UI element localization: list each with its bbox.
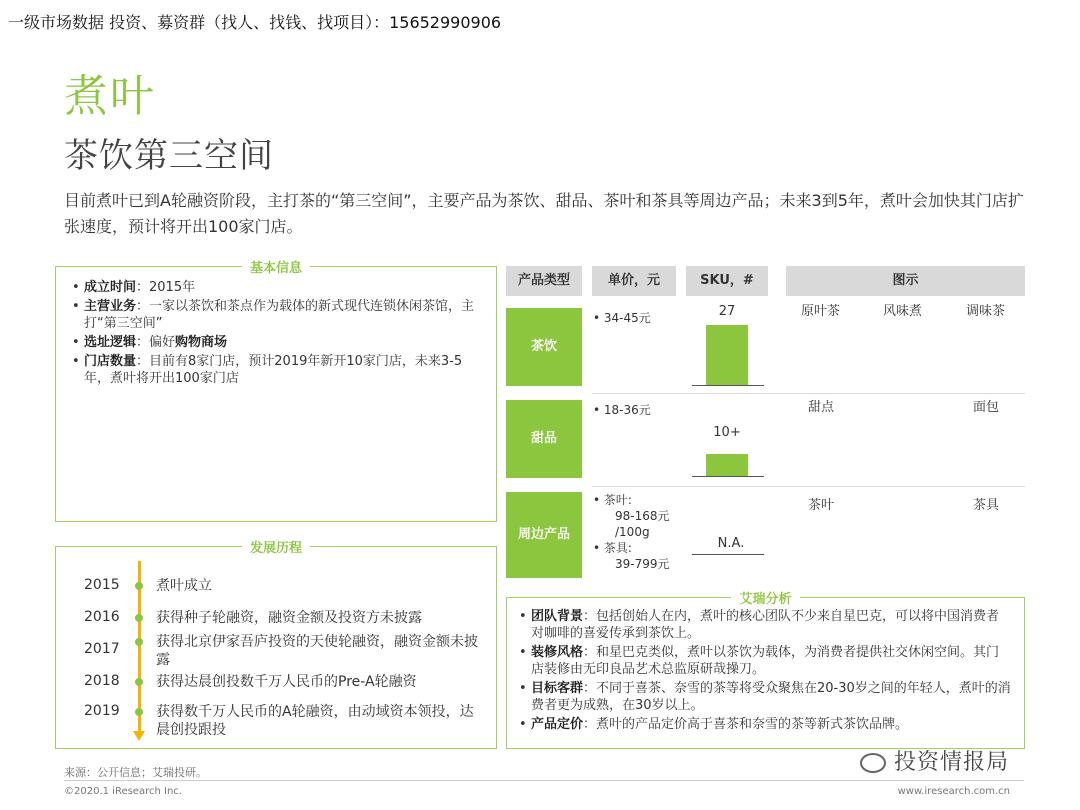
top-banner-text: 一级市场数据 投资、募资群（找人、找钱、找项目）：15652990906 — [8, 13, 502, 32]
category-peripheral: 周边产品 — [506, 492, 582, 578]
page-subtitle: 茶饮第三空间 — [64, 136, 274, 176]
wechat-name: 投资情报局 — [894, 750, 1010, 775]
row-separator — [592, 486, 1025, 487]
category-tea-drink: 茶饮 — [506, 308, 582, 386]
wechat-watermark — [860, 745, 1009, 776]
footer-url: www.iresearch.com.cn — [897, 786, 1010, 797]
pic-label-original-tea: 原叶茶 — [801, 304, 841, 319]
info-item-founded: • 成立时间：2015年 — [84, 279, 482, 296]
row-separator — [592, 393, 1025, 394]
analysis-title: 艾瑞分析 — [731, 592, 799, 607]
timeline-text: 获得种子轮融资，融资金额及投资方未披露 — [156, 610, 422, 626]
pic-label-flavor-boil: 风味煮 — [883, 304, 923, 319]
header-product-type: 产品类型 — [506, 266, 582, 296]
timeline-dot — [135, 708, 143, 716]
timeline-year: 2019 — [84, 703, 120, 719]
brand-title: 煮叶 — [64, 71, 156, 122]
pic-label-dessert: 甜点 — [808, 400, 835, 415]
pic-label-teaware: 茶具 — [973, 498, 1000, 513]
pic-label-bread: 面包 — [973, 400, 1000, 415]
timeline-year: 2018 — [84, 673, 120, 689]
timeline-dot — [135, 638, 143, 646]
basic-info-title: 基本信息 — [242, 261, 310, 276]
analysis-item-pricing: • 产品定价：煮叶的产品定价高于喜茶和奈雪的茶等新式茶饮品牌。 — [531, 716, 1012, 733]
price-line: 98-168元 — [615, 509, 670, 523]
sku-label-dessert: 10+ — [713, 425, 741, 440]
sku-label-peripheral: N.A. — [717, 536, 745, 551]
analysis-item-audience: • 目标客群：不同于喜茶、奈雪的茶等将受众聚焦在20-30岁之间的年轻人，煮叶的消费者更为成熟，在30岁以上。 — [531, 680, 1012, 714]
analysis-item-team: • 团队背景：包括创始人在内，煮叶的核心团队不少来自星巴克，可以将中国消费者对咖啡的喜爱传承到茶饮上。 — [531, 608, 1012, 642]
sku-baseline — [692, 476, 764, 477]
sku-baseline — [692, 554, 764, 555]
timeline-arrow — [133, 731, 145, 741]
header-unit-price: 单价，元 — [592, 266, 676, 296]
header-sku: SKU，# — [686, 266, 768, 296]
sku-baseline — [692, 385, 764, 386]
timeline-year: 2016 — [84, 609, 120, 625]
history-title: 发展历程 — [242, 541, 310, 556]
sku-label-tea-drink: 27 — [718, 304, 736, 319]
footer-divider — [64, 780, 1024, 781]
sku-bar-tea-drink — [706, 325, 748, 385]
price-line: • 茶具: — [593, 541, 632, 555]
timeline-text: 获得达晨创投数千万人民币的Pre-A轮融资 — [156, 674, 417, 690]
price-tea-drink: • 34-45元 — [593, 311, 651, 325]
wechat-icon — [860, 753, 886, 773]
price-line: • 茶叶: — [593, 493, 632, 507]
timeline-year: 2017 — [84, 641, 120, 657]
price-line: /100g — [615, 525, 650, 539]
timeline-text: 煮叶成立 — [156, 578, 212, 594]
pic-label-tea-leaves: 茶叶 — [808, 498, 835, 513]
copyright: ©2020.1 iResearch Inc. — [64, 786, 182, 797]
info-item-stores: • 门店数量：目前有8家门店，预计2019年新开10家门店，未来3-5年，煮叶将开出100家门店 — [84, 353, 482, 387]
timeline-dot — [135, 678, 143, 686]
analysis-box — [506, 592, 1025, 749]
header-picture: 图示 — [786, 266, 1025, 296]
pic-label-seasoned-tea: 调味茶 — [966, 304, 1006, 319]
timeline-year: 2015 — [84, 577, 120, 593]
analysis-item-decor: • 装修风格：和星巴克类似，煮叶以茶饮为载体，为消费者提供社交休闲空间。其门店装修由无印良品艺术总监原研哉操刀。 — [531, 644, 1012, 678]
intro-paragraph: 目前煮叶已到A轮融资阶段，主打茶的“第三空间”，主要产品为茶饮、甜品、茶叶和茶具等周边产品；未来3到5年，煮叶会加快其门店扩张速度，预计将开出100家门店。 — [64, 191, 1024, 236]
info-item-business: • 主营业务：一家以茶饮和茶点作为载体的新式现代连锁休闲茶馆，主打“第三空间” — [84, 298, 482, 332]
info-item-location: • 选址逻辑：偏好购物商场 — [84, 334, 482, 351]
source-note: 来源：公开信息；艾瑞投研。 — [64, 766, 207, 779]
timeline-text: 获得数千万人民币的A轮融资，由动域资本领投，达晨创投跟投 — [156, 704, 474, 738]
timeline-dot — [135, 582, 143, 590]
timeline-text: 获得北京伊家吾庐投资的天使轮融资，融资金额未披露 — [156, 634, 478, 668]
history-box — [55, 541, 497, 749]
category-dessert: 甜品 — [506, 400, 582, 478]
timeline-dot — [135, 614, 143, 622]
price-dessert: • 18-36元 — [593, 403, 651, 417]
price-peripheral — [593, 492, 670, 572]
price-line: 39-799元 — [615, 557, 670, 571]
basic-info-box — [55, 261, 497, 522]
sku-bar-dessert — [706, 454, 748, 476]
